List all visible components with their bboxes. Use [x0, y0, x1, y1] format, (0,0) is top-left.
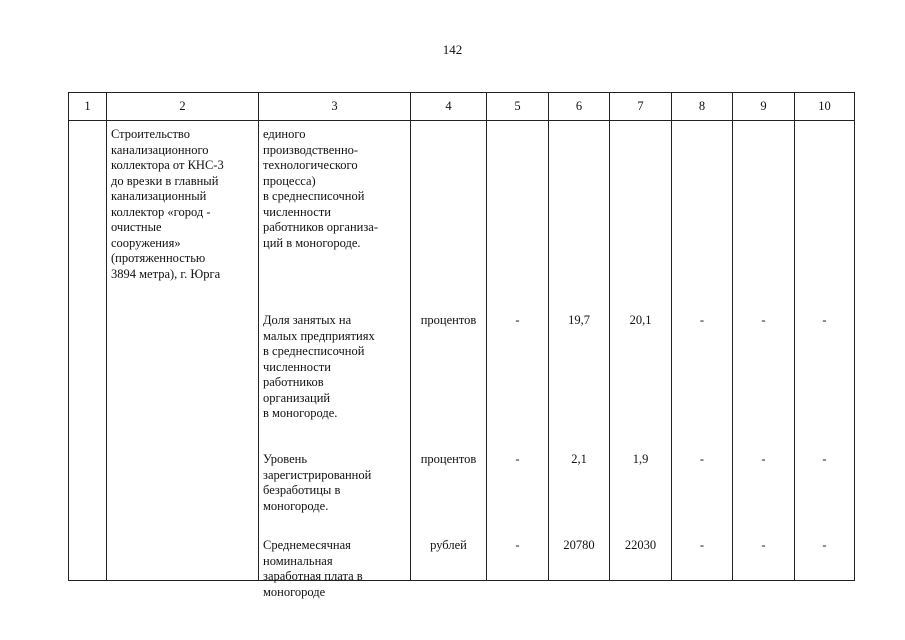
col5-value-2: - [515, 313, 520, 327]
table-row [69, 121, 855, 581]
col9-value-2: - [761, 313, 766, 327]
header-col-3: 3 [259, 93, 411, 121]
col10-value-2: - [822, 313, 827, 327]
header-col-6: 6 [549, 93, 610, 121]
col10-cell [795, 121, 855, 581]
col10-value-4: - [822, 538, 827, 552]
col6-cell [549, 121, 610, 581]
indicator-text-4: Среднемесячная номинальная заработная плата в моногороде [263, 538, 363, 599]
col6-value-4: 20780 [563, 538, 595, 552]
col7-value-2: 20,1 [629, 313, 652, 327]
header-col-9: 9 [733, 93, 795, 121]
col6-value-2: 19,7 [568, 313, 590, 327]
indicator-text-3: Уровень зарегистрированной безработицы в моногороде. [263, 452, 372, 513]
indicator-text-2: Доля занятых на малых предприятиях в среднесписочной численности работников организаций в моногороде. [263, 313, 375, 420]
object-name-cell [107, 121, 259, 581]
indicator-text-1: единого производственно- технологического процесса) в среднесписочной численности работников организа- ций в моногороде. [263, 127, 379, 250]
object-name-text: Строительство канализационного коллектора от КНС-3 до врезки в главный канализационный коллектор «город - очистные сооружения» (протяженностью 3894 метра), г. Юрга [111, 127, 224, 281]
col7-value-3: 1,9 [632, 452, 649, 466]
col8-value-2: - [699, 313, 705, 327]
table-header-row [69, 93, 855, 121]
header-col-7: 7 [610, 93, 672, 121]
header-col-8: 8 [672, 93, 733, 121]
col9-value-4: - [761, 538, 766, 552]
header-col-10: 10 [795, 93, 855, 121]
indicator-text-cell [259, 121, 411, 599]
header-col-4: 4 [411, 93, 487, 121]
unit-value-4: рублей [430, 538, 467, 552]
col7-value-4: 22030 [624, 538, 657, 552]
header-col-2: 2 [107, 93, 259, 121]
header-col-5: 5 [487, 93, 549, 121]
col8-value-3: - [699, 452, 705, 466]
col8-value-4: - [699, 538, 705, 552]
indicators-table [68, 92, 855, 599]
col8-cell [672, 121, 733, 581]
unit-cell [411, 121, 487, 581]
unit-value-3: процентов [420, 452, 477, 466]
unit-value-2: процентов [420, 313, 477, 327]
col7-cell [610, 121, 672, 581]
col6-value-3: 2,1 [571, 452, 587, 466]
col9-cell [733, 121, 795, 581]
page-number: 142 [442, 42, 463, 57]
col5-cell [487, 121, 549, 581]
col9-value-3: - [761, 452, 766, 466]
header-col-1: 1 [69, 93, 107, 121]
col10-value-3: - [822, 452, 827, 466]
col5-value-4: - [515, 538, 520, 552]
row-number-cell [69, 121, 107, 581]
col5-value-3: - [515, 452, 520, 466]
